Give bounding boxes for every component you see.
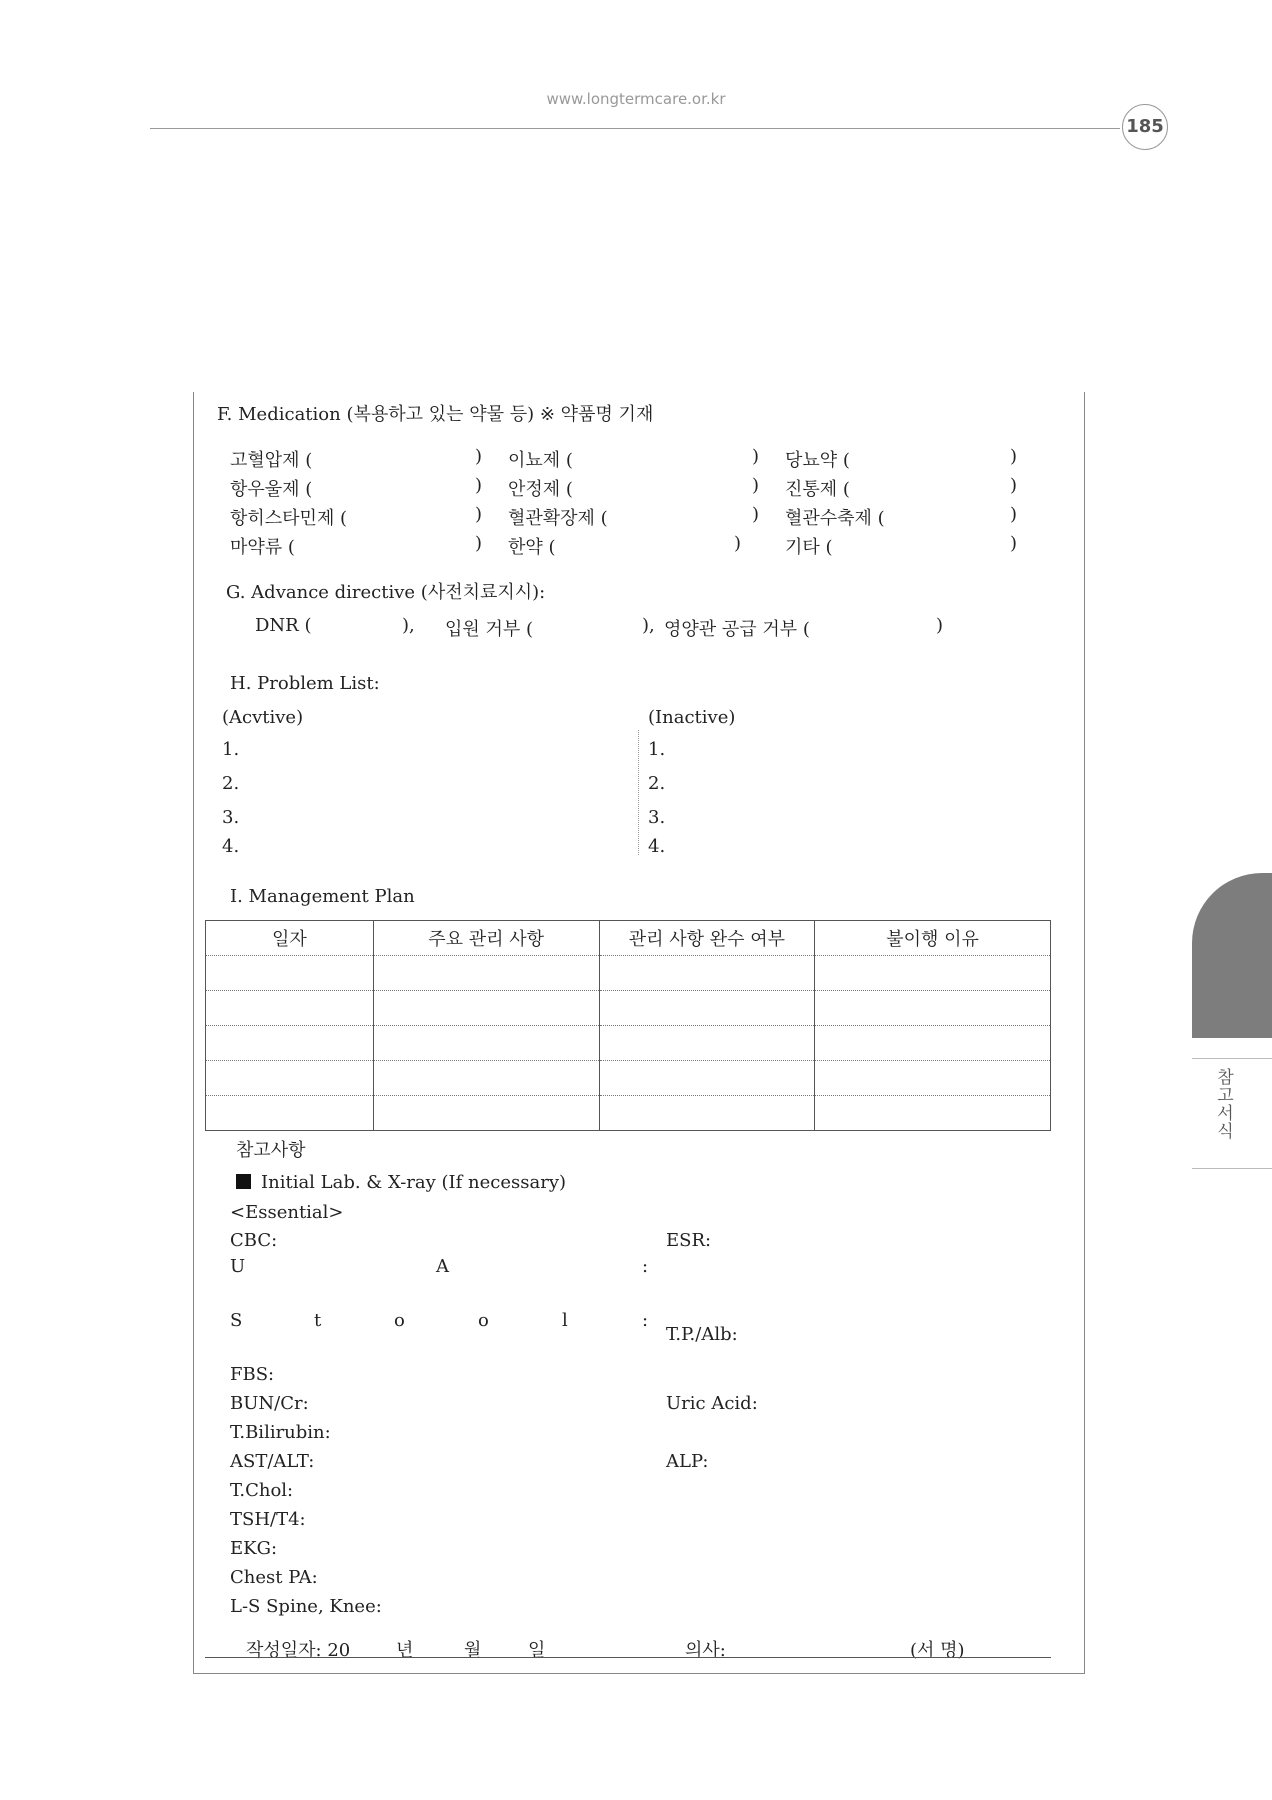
med-hypertension: 고혈압제 (	[230, 450, 313, 471]
side-tab-label: 참고서식	[1213, 1068, 1233, 1140]
side-divider-bottom	[1192, 1168, 1272, 1169]
lab-ua-a: A	[436, 1256, 449, 1277]
management-plan-title: I. Management Plan	[230, 886, 415, 907]
cell-input[interactable]	[206, 991, 374, 1026]
site-url[interactable]: www.longtermcare.or.kr	[546, 90, 726, 108]
close-paren: )	[1010, 504, 1018, 525]
inactive-item-number: 2.	[648, 773, 666, 794]
close-paren: )	[734, 533, 742, 554]
notes-title: 참고사항	[236, 1140, 306, 1161]
advance-directive-title: G. Advance directive (사전치료지시):	[226, 582, 546, 603]
date-label: 작성일자: 20	[246, 1640, 351, 1661]
med-analgesic: 진통제 (	[785, 479, 850, 500]
cell-input[interactable]	[815, 956, 1051, 991]
med-antihistamine: 항히스타민제 (	[230, 508, 348, 529]
med-antidepressant: 항우울제 (	[230, 479, 313, 500]
cell-input[interactable]	[373, 1061, 599, 1096]
close-paren: )	[1010, 533, 1018, 554]
cell-input[interactable]	[206, 1026, 374, 1061]
lab-stool-o2: o	[478, 1310, 489, 1331]
med-vasodilator: 혈관확장제 (	[508, 508, 608, 529]
lab-tp-alb: T.P./Alb:	[666, 1324, 738, 1345]
year-label: 년	[396, 1640, 414, 1661]
signature-label: (서 명)	[910, 1640, 965, 1661]
table-row	[206, 991, 1051, 1026]
close-paren: )	[752, 504, 760, 525]
table-row	[206, 956, 1051, 991]
dnr-label: DNR (	[255, 615, 312, 636]
inactive-item-number: 4.	[648, 836, 666, 857]
med-diabetes: 당뇨약 (	[785, 450, 850, 471]
active-item-number: 3.	[222, 807, 240, 828]
lab-cbc: CBC:	[230, 1230, 278, 1251]
lab-tsh-t4: TSH/T4:	[230, 1509, 306, 1530]
cell-input[interactable]	[373, 1026, 599, 1061]
active-item-number: 1.	[222, 739, 240, 760]
close-paren: )	[475, 475, 483, 496]
month-label: 월	[464, 1640, 482, 1661]
lab-stool-o1: o	[394, 1310, 405, 1331]
tube-refusal-label: 영양관 공급 거부 (	[664, 619, 810, 640]
lab-ekg: EKG:	[230, 1538, 278, 1559]
section-tab	[1192, 873, 1272, 1038]
lab-stool-l: l	[562, 1310, 568, 1331]
square-bullet-icon	[236, 1174, 251, 1189]
med-sedative: 안정제 (	[508, 479, 573, 500]
admission-refusal-label: 입원 거부 (	[445, 619, 534, 640]
col-date: 일자	[206, 921, 374, 956]
cell-input[interactable]	[599, 1061, 815, 1096]
cell-input[interactable]	[599, 991, 815, 1026]
cell-input[interactable]	[815, 1061, 1051, 1096]
cell-input[interactable]	[373, 956, 599, 991]
cell-input[interactable]	[206, 1096, 374, 1131]
lab-ua-u: U	[230, 1256, 246, 1277]
close-paren: )	[475, 446, 483, 467]
col-completion: 관리 사항 완수 여부	[599, 921, 815, 956]
lab-ast-alt: AST/ALT:	[230, 1451, 315, 1472]
lab-alp: ALP:	[666, 1451, 709, 1472]
close-paren: )	[752, 446, 760, 467]
lab-stool-s: S	[230, 1310, 243, 1331]
signature-line	[205, 1657, 1051, 1658]
active-item-number: 2.	[222, 773, 240, 794]
lab-ua-colon: :	[642, 1256, 649, 1277]
lab-t-chol: T.Chol:	[230, 1480, 294, 1501]
lab-ls-spine-knee: L-S Spine, Knee:	[230, 1596, 382, 1617]
inactive-item-number: 1.	[648, 739, 666, 760]
table-row	[206, 1096, 1051, 1131]
inactive-item-number: 3.	[648, 807, 666, 828]
day-label: 일	[528, 1640, 546, 1661]
cell-input[interactable]	[206, 1061, 374, 1096]
col-key-items: 주요 관리 사항	[373, 921, 599, 956]
col-reason: 불이행 이유	[815, 921, 1051, 956]
page-number: 185	[1122, 104, 1168, 150]
cell-input[interactable]	[599, 1096, 815, 1131]
problem-list-divider	[638, 730, 639, 855]
lab-bun-cr: BUN/Cr:	[230, 1393, 309, 1414]
lab-fbs: FBS:	[230, 1364, 275, 1385]
lab-uric-acid: Uric Acid:	[666, 1393, 758, 1414]
table-row	[206, 1026, 1051, 1061]
lab-heading: Initial Lab. & X-ray (If necessary)	[261, 1172, 567, 1193]
inactive-heading: (Inactive)	[648, 707, 736, 728]
management-plan-table	[205, 920, 1051, 1131]
side-divider-top	[1192, 1058, 1272, 1059]
lab-chest-pa: Chest PA:	[230, 1567, 318, 1588]
close-paren: )	[1010, 475, 1018, 496]
active-item-number: 4.	[222, 836, 240, 857]
cell-input[interactable]	[815, 1026, 1051, 1061]
admission-refusal-close: ),	[642, 615, 655, 636]
med-herbal: 한약 (	[508, 537, 556, 558]
lab-stool-colon: :	[642, 1310, 649, 1331]
close-paren: )	[752, 475, 760, 496]
cell-input[interactable]	[815, 1096, 1051, 1131]
med-diuretic: 이뇨제 (	[508, 450, 573, 471]
cell-input[interactable]	[815, 991, 1051, 1026]
lab-heading-row	[236, 1172, 566, 1193]
cell-input[interactable]	[373, 1096, 599, 1131]
lab-esr: ESR:	[666, 1230, 712, 1251]
dnr-close: ),	[402, 615, 415, 636]
cell-input[interactable]	[599, 956, 815, 991]
close-paren: )	[1010, 446, 1018, 467]
med-other: 기타 (	[785, 537, 833, 558]
essential-label: <Essential>	[230, 1202, 344, 1223]
problem-list-title: H. Problem List:	[230, 673, 380, 694]
close-paren: )	[475, 533, 483, 554]
table-row	[206, 1061, 1051, 1096]
active-heading: (Acvtive)	[222, 707, 304, 728]
medication-title: F. Medication (복용하고 있는 약물 등) ※ 약품명 기재	[217, 404, 654, 425]
med-narcotic: 마약류 (	[230, 537, 295, 558]
lab-t-bilirubin: T.Bilirubin:	[230, 1422, 331, 1443]
cell-input[interactable]	[373, 991, 599, 1026]
med-vasoconstrictor: 혈관수축제 (	[785, 508, 885, 529]
cell-input[interactable]	[206, 956, 374, 991]
tube-refusal-close: )	[936, 615, 944, 636]
cell-input[interactable]	[599, 1026, 815, 1061]
doctor-label: 의사:	[685, 1640, 726, 1661]
close-paren: )	[475, 504, 483, 525]
header-divider	[150, 128, 1120, 129]
lab-stool-t: t	[314, 1310, 322, 1331]
